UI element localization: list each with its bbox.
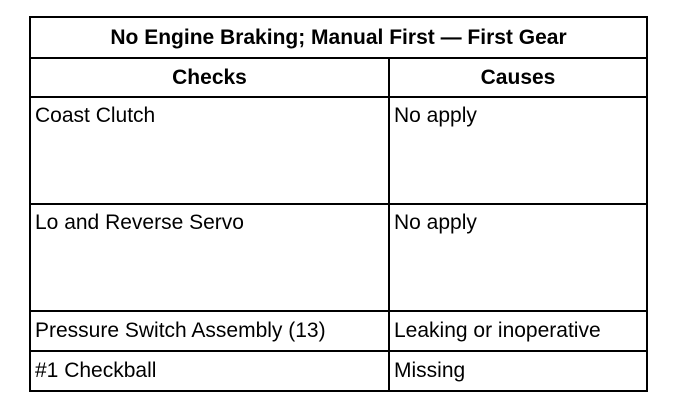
check-cell: Coast Clutch [30, 97, 389, 204]
cause-cell: No apply [389, 97, 647, 204]
diagnosis-table [29, 16, 648, 392]
cause-cell: No apply [389, 204, 647, 311]
table-title: No Engine Braking; Manual First — First Gear [30, 17, 647, 58]
table-row [30, 204, 647, 311]
cause-cell: Leaking or inoperative [389, 311, 647, 351]
checks-header: Checks [30, 58, 389, 97]
check-cell: Pressure Switch Assembly (13) [30, 311, 389, 351]
cause-cell: Missing [389, 351, 647, 391]
table-row [30, 311, 647, 351]
title-row [30, 17, 647, 58]
table-row [30, 97, 647, 204]
table-row [30, 351, 647, 391]
header-row [30, 58, 647, 97]
check-cell: #1 Checkball [30, 351, 389, 391]
check-cell: Lo and Reverse Servo [30, 204, 389, 311]
causes-header: Causes [389, 58, 647, 97]
